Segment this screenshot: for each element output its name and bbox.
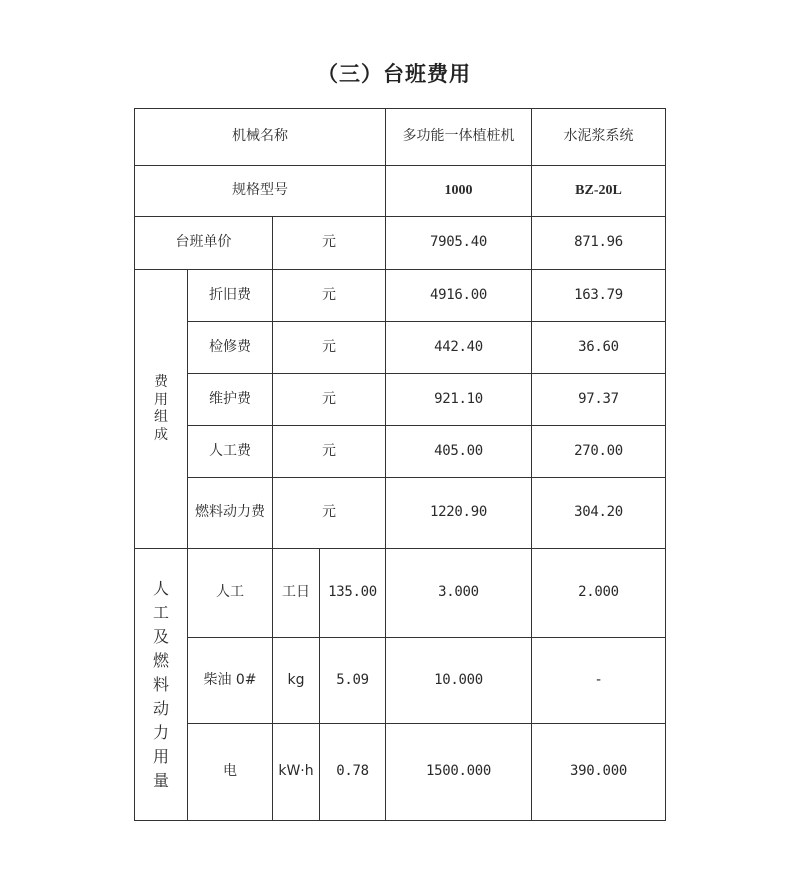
cost-row	[135, 478, 666, 549]
cost-unit: 元	[273, 478, 386, 549]
cost-row	[135, 374, 666, 426]
consumption-unit: kW·h	[273, 724, 320, 821]
cost-col2: 304.20	[532, 478, 666, 549]
consumption-unit: 工日	[273, 549, 320, 638]
cost-col2: 97.37	[532, 374, 666, 426]
consumption-label: 人工	[188, 549, 273, 638]
cost-col1: 1220.90	[386, 478, 532, 549]
unit-price-col1: 7905.40	[386, 217, 532, 270]
machine-name-label: 机械名称	[135, 109, 386, 166]
machine-1-spec: 1000	[386, 166, 532, 217]
cost-row	[135, 322, 666, 374]
consumption-col1: 10.000	[386, 638, 532, 724]
consumption-col1: 1500.000	[386, 724, 532, 821]
consumption-label: 电	[188, 724, 273, 821]
cost-unit: 元	[273, 322, 386, 374]
consumption-col2: 390.000	[532, 724, 666, 821]
consumption-col2: -	[532, 638, 666, 724]
consumption-label: 柴油 0#	[188, 638, 273, 724]
consumption-row	[135, 638, 666, 724]
cost-row	[135, 426, 666, 478]
consumption-price: 5.09	[320, 638, 386, 724]
cost-col2: 270.00	[532, 426, 666, 478]
cost-col1: 405.00	[386, 426, 532, 478]
spec-label: 规格型号	[135, 166, 386, 217]
cost-label: 检修费	[188, 322, 273, 374]
unit-price-col2: 871.96	[532, 217, 666, 270]
cost-label: 燃料动力费	[188, 478, 273, 549]
cost-row	[135, 270, 666, 322]
cost-composition-group-label: 费 用 组 成	[135, 270, 188, 549]
cost-label: 维护费	[188, 374, 273, 426]
cost-label: 人工费	[188, 426, 273, 478]
consumption-price: 135.00	[320, 549, 386, 638]
spec-row	[135, 166, 666, 217]
consumption-row	[135, 724, 666, 821]
unit-price-label: 台班单价	[135, 217, 273, 270]
consumption-col1: 3.000	[386, 549, 532, 638]
cost-col1: 4916.00	[386, 270, 532, 322]
cost-col1: 921.10	[386, 374, 532, 426]
consumption-group-label: 人 工 及 燃 料 动 力 用 量	[135, 549, 188, 821]
cost-label: 折旧费	[188, 270, 273, 322]
unit-price-unit: 元	[273, 217, 386, 270]
machine-1-name: 多功能一体植桩机	[386, 109, 532, 166]
cost-col2: 163.79	[532, 270, 666, 322]
cost-unit: 元	[273, 426, 386, 478]
cost-unit: 元	[273, 374, 386, 426]
consumption-col2: 2.000	[532, 549, 666, 638]
machine-2-spec: BZ-20L	[532, 166, 666, 217]
consumption-row	[135, 549, 666, 638]
consumption-unit: kg	[273, 638, 320, 724]
cost-unit: 元	[273, 270, 386, 322]
shift-cost-table	[134, 108, 666, 821]
machine-name-row	[135, 109, 666, 166]
page-title: （三）台班费用	[317, 62, 471, 86]
machine-2-name: 水泥浆系统	[532, 109, 666, 166]
consumption-price: 0.78	[320, 724, 386, 821]
unit-price-row	[135, 217, 666, 270]
cost-col1: 442.40	[386, 322, 532, 374]
cost-col2: 36.60	[532, 322, 666, 374]
